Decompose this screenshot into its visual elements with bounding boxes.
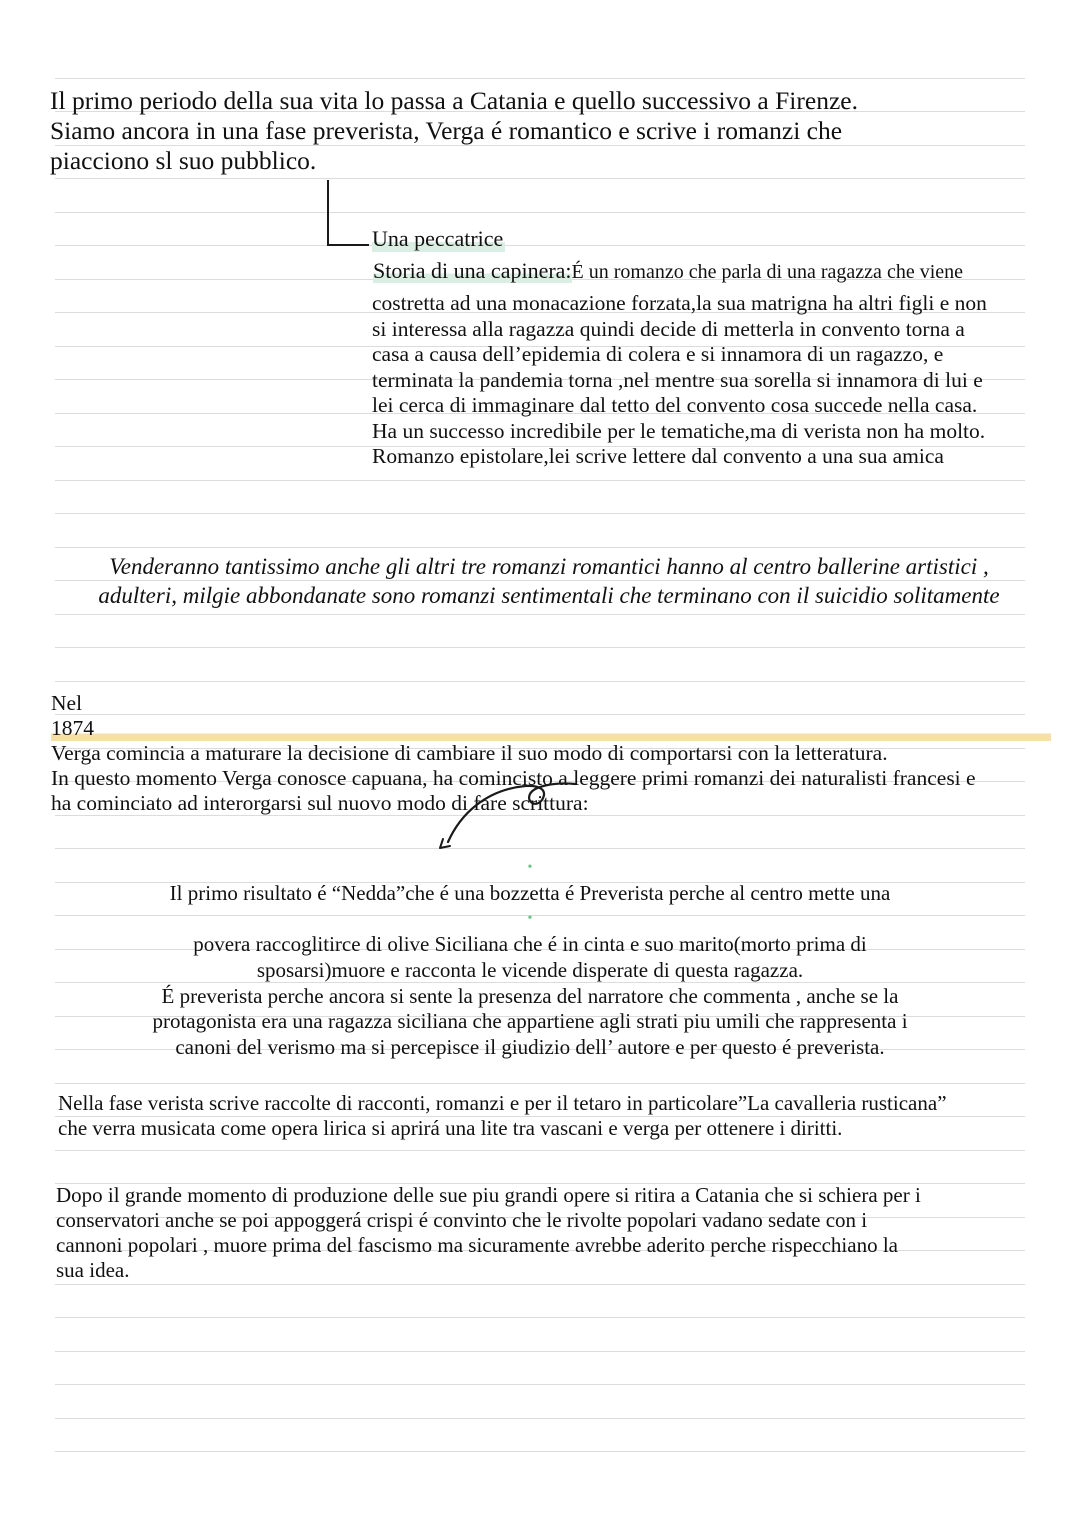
- rule-line: [55, 178, 1025, 179]
- capinera-description-start: É un romanzo che parla di una ragazza che viene: [571, 261, 964, 283]
- bracket-connector-vertical: [327, 180, 329, 246]
- capinera-line: Romanzo epistolare,lei scrive lettere dal convento a una sua amica: [372, 444, 944, 468]
- intro-line: piacciono sl suo pubblico.: [50, 146, 317, 175]
- bullet-dot-icon: •: [527, 860, 533, 875]
- late-years-line: Dopo il grande momento di produzione delle sue piu grandi opere si ritira a Catania che si schiera per i: [56, 1183, 921, 1207]
- rule-line: [55, 480, 1025, 481]
- intro-paragraph: [50, 86, 1050, 176]
- capinera-line: Ha un successo incredibile per le tematiche,ma di verista non ha molto.: [372, 418, 986, 443]
- work-title-peccatrice: Una peccatrice: [372, 226, 504, 251]
- intro-line: Il primo periodo della sua vita lo passa a Catania e quello successivo a Firenze.: [50, 86, 858, 115]
- nedda-line: canoni del verismo ma si percepisce il giudizio dell’ autore e per questo é preverista.: [175, 1034, 885, 1059]
- romantic-line: adulteri, milgie abbondanate sono romanzi sentimentali che terminano con il suicidio solitamente: [98, 582, 1000, 608]
- late-years-line: sua idea.: [56, 1258, 130, 1282]
- bracket-connector-horizontal: [327, 244, 369, 246]
- intro-line: Siamo ancora in una fase preverista, Verga é romantico e scrive i romanzi che: [50, 116, 843, 145]
- curved-arrow-icon: [430, 770, 580, 860]
- rule-line: [55, 245, 1025, 246]
- capinera-line: si interessa alla ragazza quindi decide di metterla in convento torna a: [372, 316, 965, 341]
- rule-line: [55, 1384, 1025, 1385]
- verist-phase-paragraph: [58, 1091, 1058, 1141]
- work-capinera-first-line: [373, 258, 1053, 285]
- rule-line: [55, 1451, 1025, 1452]
- rule-line: [55, 1083, 1025, 1084]
- late-years-paragraph: [56, 1183, 1056, 1283]
- work-title-capinera: Storia di una capinera:: [373, 258, 572, 283]
- romantic-novels-paragraph: [44, 553, 1054, 610]
- capinera-line: lei cerca di immaginare dal tetto del convento cosa succede nella casa.: [372, 393, 978, 417]
- turning-point-prefix: Nel: [51, 691, 83, 715]
- rule-line: [55, 614, 1025, 615]
- nedda-line: É preverista perche ancora si sente la presenza del narratore che commenta , anche se la: [161, 983, 899, 1008]
- rule-line: [55, 547, 1025, 548]
- rule-line: [55, 513, 1025, 514]
- capinera-line: costretta ad una monacazione forzata,la sua matrigna ha altri figli e non: [372, 291, 987, 315]
- late-years-line: conservatori anche se poi appoggerá crispi é convinto che le rivolte popolari vadano sedate con i: [56, 1208, 868, 1232]
- rule-line: [55, 212, 1025, 213]
- nedda-line: protagonista era una ragazza siciliana che appartiene agli strati piu umili che rappresenta i: [152, 1009, 908, 1034]
- rule-line: [55, 681, 1025, 682]
- year-highlight: 1874: [51, 716, 1051, 741]
- late-years-line: cannoni popolari , muore prima del fascismo ma sicuramente avrebbe aderito perche rispecchiano la: [56, 1233, 898, 1257]
- rule-line: [55, 1317, 1025, 1318]
- nedda-text: Il primo risultato é “Nedda”che é una bozzetta é Preverista perche al centro mette una: [169, 880, 891, 905]
- capinera-line: terminata la pandemia torna ,nel mentre sua sorella si innamora di lui e: [372, 367, 983, 392]
- turning-point-rest: Verga comincia a maturare la decisione di cambiare il suo modo di comportarsi con la letteratura.: [51, 741, 888, 765]
- turning-point-line: ha cominciato ad interorgarsi sul nuovo modo di fare scrittura:: [51, 791, 589, 815]
- rule-line: [55, 78, 1025, 79]
- romantic-line: Venderanno tantissimo anche gli altri tre romanzi romantici hanno al centro ballerine artistici ,: [109, 554, 989, 579]
- nedda-line: sposarsi)muore e racconta le vicende disperate di questa ragazza.: [256, 957, 804, 982]
- turning-point-line: In questo momento Verga conosce capuana, ha comincisto a leggere primi romanzi dei naturalisti francesi e: [51, 766, 976, 790]
- nedda-paragraph: [60, 855, 1000, 1061]
- rule-line: [55, 1418, 1025, 1419]
- capinera-line: casa a causa dell’epidemia di colera e si innamora di un ragazzo, e: [372, 342, 944, 366]
- rule-line: [55, 1150, 1025, 1151]
- rule-line: [55, 1351, 1025, 1352]
- turning-point-line: [51, 691, 1051, 766]
- verist-line: che verra musicata come opera lirica si aprirá una lite tra vascani e verga per ottenere i diritti.: [58, 1116, 843, 1140]
- nedda-line: povera raccoglitirce di olive Siciliana che é in cinta e suo marito(morto prima di: [193, 932, 867, 957]
- bullet-dot-icon: •: [527, 911, 533, 927]
- verist-line: Nella fase verista scrive raccolte di racconti, romanzi e per il tetaro in particolare”La cavalleria rusticana”: [58, 1091, 947, 1115]
- rule-line: [55, 647, 1025, 648]
- rule-line: [55, 1284, 1025, 1285]
- nedda-line: [60, 855, 1000, 932]
- capinera-description: [372, 291, 1062, 470]
